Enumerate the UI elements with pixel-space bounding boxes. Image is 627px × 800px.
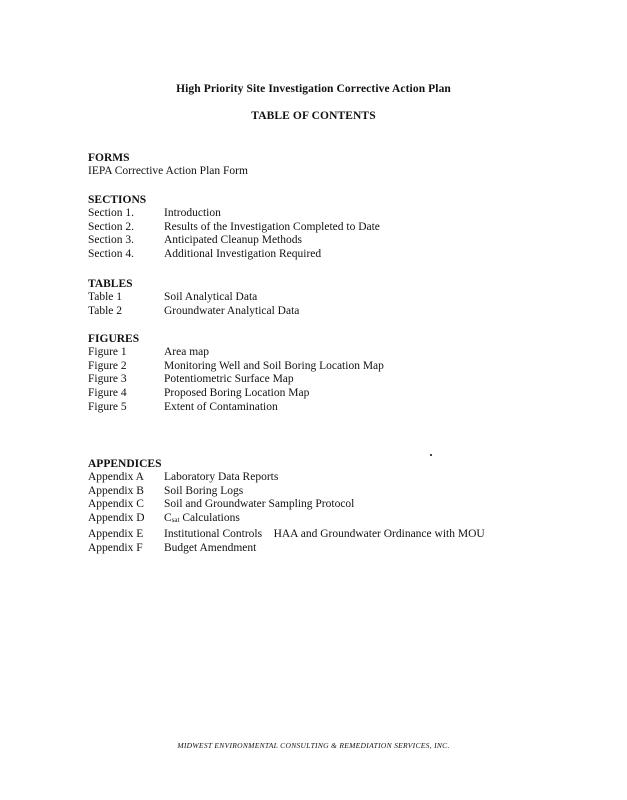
appendices-section <box>88 458 548 555</box>
toc-entry <box>88 485 548 499</box>
toc-entry-text: Extent of Contamination <box>164 400 278 413</box>
toc-entry-label: Appendix A <box>88 471 144 483</box>
toc-entry <box>88 542 548 556</box>
toc-entry-text: Soil Boring Logs <box>164 484 244 497</box>
figures-heading: FIGURES <box>88 333 140 345</box>
toc-entry-label: Table 1 <box>88 291 123 303</box>
toc-entry <box>88 360 548 374</box>
toc-entry-text: Laboratory Data Reports <box>164 471 279 483</box>
toc-entry-label: Appendix D <box>88 512 145 525</box>
toc-entry-text: Anticipated Cleanup Methods <box>164 234 302 247</box>
toc-entry-label: Appendix B <box>88 484 144 497</box>
toc-entry-text: Potentiometric Surface Map <box>164 373 294 386</box>
toc-entry <box>88 373 548 387</box>
toc-entry <box>88 401 548 415</box>
toc-entry-text <box>164 512 240 528</box>
toc-entry-label: Section 1. <box>88 207 134 219</box>
forms-heading: FORMS <box>88 152 130 164</box>
toc-entry <box>88 498 548 512</box>
toc-entry-text: Area map <box>164 346 210 358</box>
toc-entry-text: Additional Investigation Required <box>164 248 322 261</box>
toc-entry <box>88 528 548 542</box>
sections-section <box>88 194 548 262</box>
toc-entry <box>88 346 548 360</box>
company-footer: MIDWEST ENVIRONMENTAL CONSULTING & REMEDIATION SERVICES, INC. <box>177 741 450 750</box>
toc-entry-text: Proposed Boring Location Map <box>164 387 310 400</box>
csat-symbol: C <box>164 512 172 525</box>
toc-entry <box>88 207 548 221</box>
toc-entry <box>88 471 548 485</box>
toc-entry-text: Institutional Controls HAA and Groundwater Ordinance with MOU <box>164 527 485 540</box>
toc-entry-label: Appendix F <box>88 541 143 554</box>
toc-entry <box>88 512 548 528</box>
appendices-heading: APPENDICES <box>88 458 162 470</box>
toc-entry <box>88 221 548 235</box>
toc-entry-text: Groundwater Analytical Data <box>164 304 300 317</box>
toc-entry-label: Figure 4 <box>88 387 127 400</box>
toc-entry-label: Section 4. <box>88 248 134 261</box>
toc-entry-label: Figure 1 <box>88 346 127 358</box>
toc-entry-label: Appendix C <box>88 498 144 511</box>
toc-entry <box>88 387 548 401</box>
toc-entry-label: Appendix E <box>88 527 144 540</box>
forms-item: IEPA Corrective Action Plan Form <box>88 165 248 177</box>
toc-entry-label: Table 2 <box>88 304 123 317</box>
toc-entry-label: Section 2. <box>88 220 134 233</box>
toc-heading: TABLE OF CONTENTS <box>251 110 376 122</box>
toc-entry-label: Figure 2 <box>88 359 127 372</box>
csat-subscript: sat <box>171 516 180 525</box>
toc-entry <box>88 248 548 262</box>
toc-entry <box>88 234 548 248</box>
calculations-text: Calculations <box>179 512 240 525</box>
toc-entry <box>88 305 548 319</box>
toc-entry-text: Introduction <box>164 207 221 219</box>
figures-section <box>88 333 548 415</box>
toc-entry-text: Budget Amendment <box>164 541 257 554</box>
stray-mark <box>430 454 432 456</box>
toc-entry-label: Section 3. <box>88 234 134 247</box>
tables-section <box>88 278 548 318</box>
sections-heading: SECTIONS <box>88 194 147 206</box>
toc-entry-text: Monitoring Well and Soil Boring Location Map <box>164 359 384 372</box>
toc-entry-text: Soil Analytical Data <box>164 291 258 303</box>
document-title: High Priority Site Investigation Corrective Action Plan <box>176 83 451 95</box>
toc-entry-text: Results of the Investigation Completed to Date <box>164 220 380 233</box>
toc-entry-label: Figure 3 <box>88 373 127 386</box>
forms-section <box>88 152 548 179</box>
tables-heading: TABLES <box>88 278 133 290</box>
toc-entry <box>88 291 548 305</box>
toc-entry-text: Soil and Groundwater Sampling Protocol <box>164 498 355 511</box>
toc-entry-label: Figure 5 <box>88 400 127 413</box>
